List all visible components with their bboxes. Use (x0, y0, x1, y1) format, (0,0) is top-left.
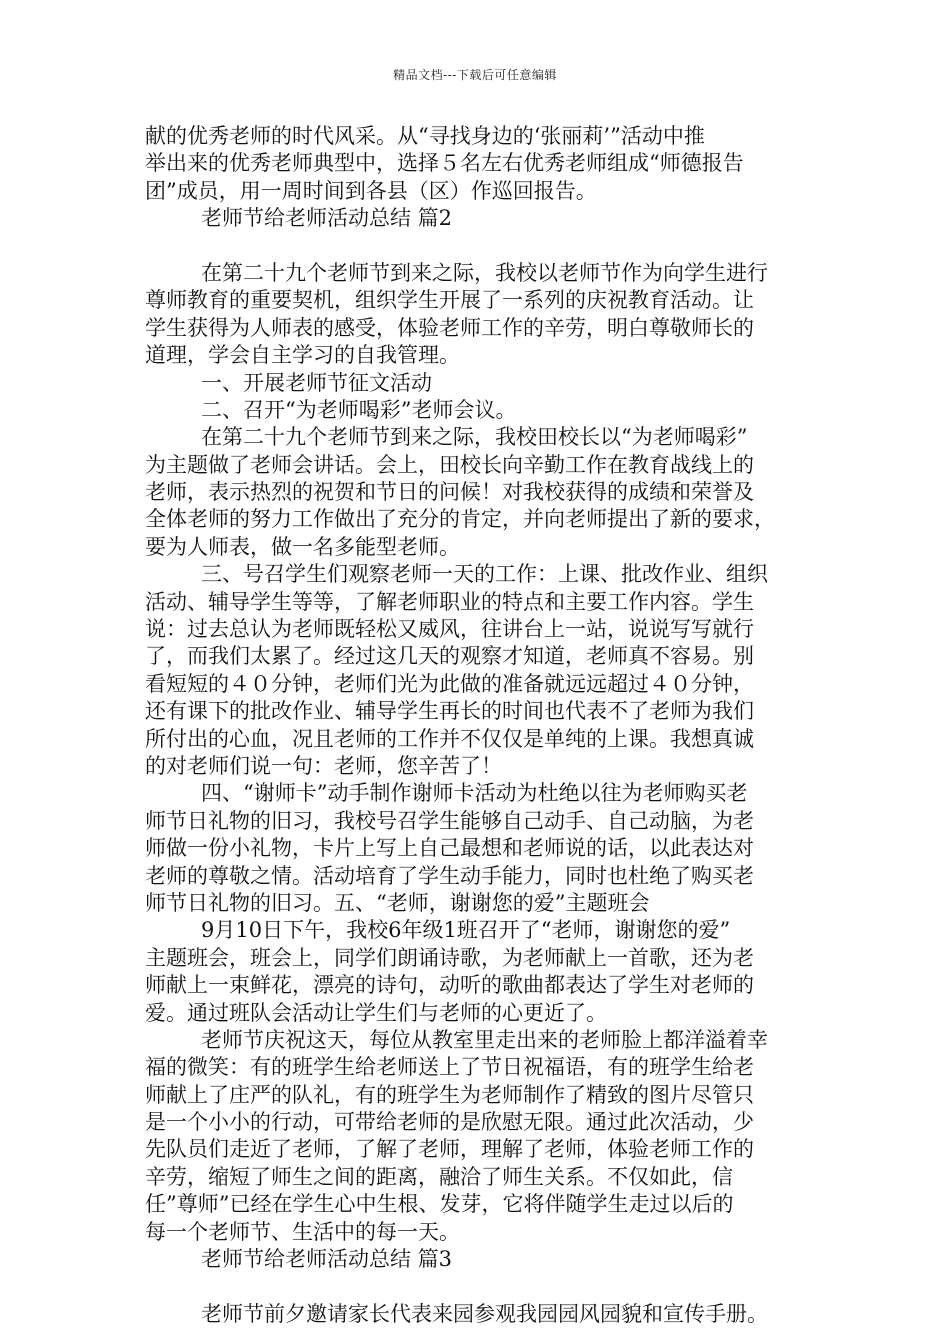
text-line: 老师的尊敬之情。活动培育了学生动手能力，同时也杜绝了购买老 (145, 863, 754, 888)
text-line: 爱。通过班队会活动让学生们与老师的心更近了。 (145, 1000, 607, 1025)
text-line: 师节日礼物的旧习，我校号召学生能够自己动手、自己动脑，为老 (145, 808, 754, 833)
text-line: 为主题做了老师会讲话。会上，田校长向辛勤工作在教育战线上的 (145, 452, 754, 477)
text-line: 还有课下的批改作业、辅导学生再长的时间也代表不了老师为我们 (145, 699, 754, 724)
text-line: 师献上了庄严的队礼，有的班学生为老师制作了精致的图片尽管只 (145, 1082, 754, 1107)
text-line: 道理，学会自主学习的自我管理。 (145, 343, 460, 368)
text-line: 先队员们走近了老师，了解了老师，理解了老师，体验老师工作的 (145, 1137, 754, 1162)
blank-line (145, 233, 810, 260)
text-line: 二、召开“为老师喝彩”老师会议。 (201, 397, 517, 422)
text-line: 老师节庆祝这天，每位从教室里走出来的老师脸上都洋溢着幸 (201, 1027, 768, 1052)
text-line: 了，而我们太累了。经过这几天的观察才知道，老师真不容易。别 (145, 644, 754, 669)
text-line: 在第二十九个老师节到来之际，我校以老师节作为向学生进行 (201, 260, 768, 285)
text-line: 三、号召学生们观察老师一天的工作：上课、批改作业、组织 (201, 562, 768, 587)
page-header: 精品文档---下载后可任意编辑 (393, 68, 557, 82)
text-line: 团”成员，用一周时间到各县（区）作巡回报告。 (145, 178, 597, 203)
text-line: 说：过去总认为老师既轻松又威风，往讲台上一站，说说写写就行 (145, 617, 754, 642)
text-line: 辛劳，缩短了师生之间的距离，融洽了师生关系。不仅如此，信 (145, 1164, 733, 1189)
text-line: 师做一份小礼物，卡片上写上自己最想和老师说的话，以此表达对 (145, 836, 754, 861)
text-line: 每一个老师节、生活中的每一天。 (145, 1219, 460, 1244)
text-line: 师节日礼物的旧习。五、“老师，谢谢您的爱”主题班会 (145, 890, 650, 915)
text-line: 举出来的优秀老师典型中，选择５名左右优秀老师组成“师德报告 (145, 151, 744, 176)
text-line: 学生获得为人师表的感受，体验老师工作的辛劳，明白尊敬师长的 (145, 315, 754, 340)
text-line: 献的优秀老师的时代风采。从“寻找身边的‘张丽莉’”活动中推 (145, 124, 705, 148)
text-line: 要为人师表，做一名多能型老师。 (145, 534, 460, 559)
text-line: 老师，表示热烈的祝贺和节日的问候！对我校获得的成绩和荣誉及 (145, 480, 754, 505)
text-line: 全体老师的努力工作做出了充分的肯定，并向老师提出了新的要求， (145, 507, 775, 532)
text-line: 一、开展老师节征文活动 (201, 370, 432, 395)
text-line: 看短短的４０分钟，老师们光为此做的准备就远远超过４０分钟， (145, 671, 754, 696)
document-body (145, 123, 810, 1328)
text-line: 尊师教育的重要契机，组织学生开展了一系列的庆祝教育活动。让 (145, 288, 754, 313)
text-line: 老师节给老师活动总结 篇3 (201, 1247, 453, 1272)
text-line: 是一个小小的行动，可带给老师的是欣慰无限。通过此次活动，少 (145, 1110, 754, 1135)
text-line: 师献上一束鲜花，漂亮的诗句，动听的歌曲都表达了学生对老师的 (145, 973, 754, 998)
text-line: 9月10日下午，我校6年级1班召开了“老师，谢谢您的爱” (201, 918, 731, 943)
text-line: 四、“谢师卡”动手制作谢师卡活动为杜绝以往为老师购买老 (201, 781, 748, 806)
text-line: 的对老师们说一句：老师，您辛苦了！ (145, 753, 502, 778)
blank-line (145, 1273, 810, 1300)
text-line: 老师节前夕邀请家长代表来园参观我园园风园貌和宣传手册。 (201, 1301, 768, 1326)
text-line: 老师节给老师活动总结 篇2 (201, 206, 453, 231)
text-line: 所付出的心血，况且老师的工作并不仅仅是单纯的上课。我想真诚 (145, 726, 754, 751)
text-line: 任”尊师”已经在学生心中生根、发芽，它将伴随学生走过以后的 (145, 1192, 734, 1217)
text-line: 福的微笑：有的班学生给老师送上了节日祝福语，有的班学生给老 (145, 1055, 754, 1080)
text-line: 主题班会，班会上，同学们朗诵诗歌，为老师献上一首歌，还为老 (145, 945, 754, 970)
text-line: 在第二十九个老师节到来之际，我校田校长以“为老师喝彩” (201, 425, 748, 450)
text-line: 活动、辅导学生等等，了解老师职业的特点和主要工作内容。学生 (145, 589, 754, 614)
